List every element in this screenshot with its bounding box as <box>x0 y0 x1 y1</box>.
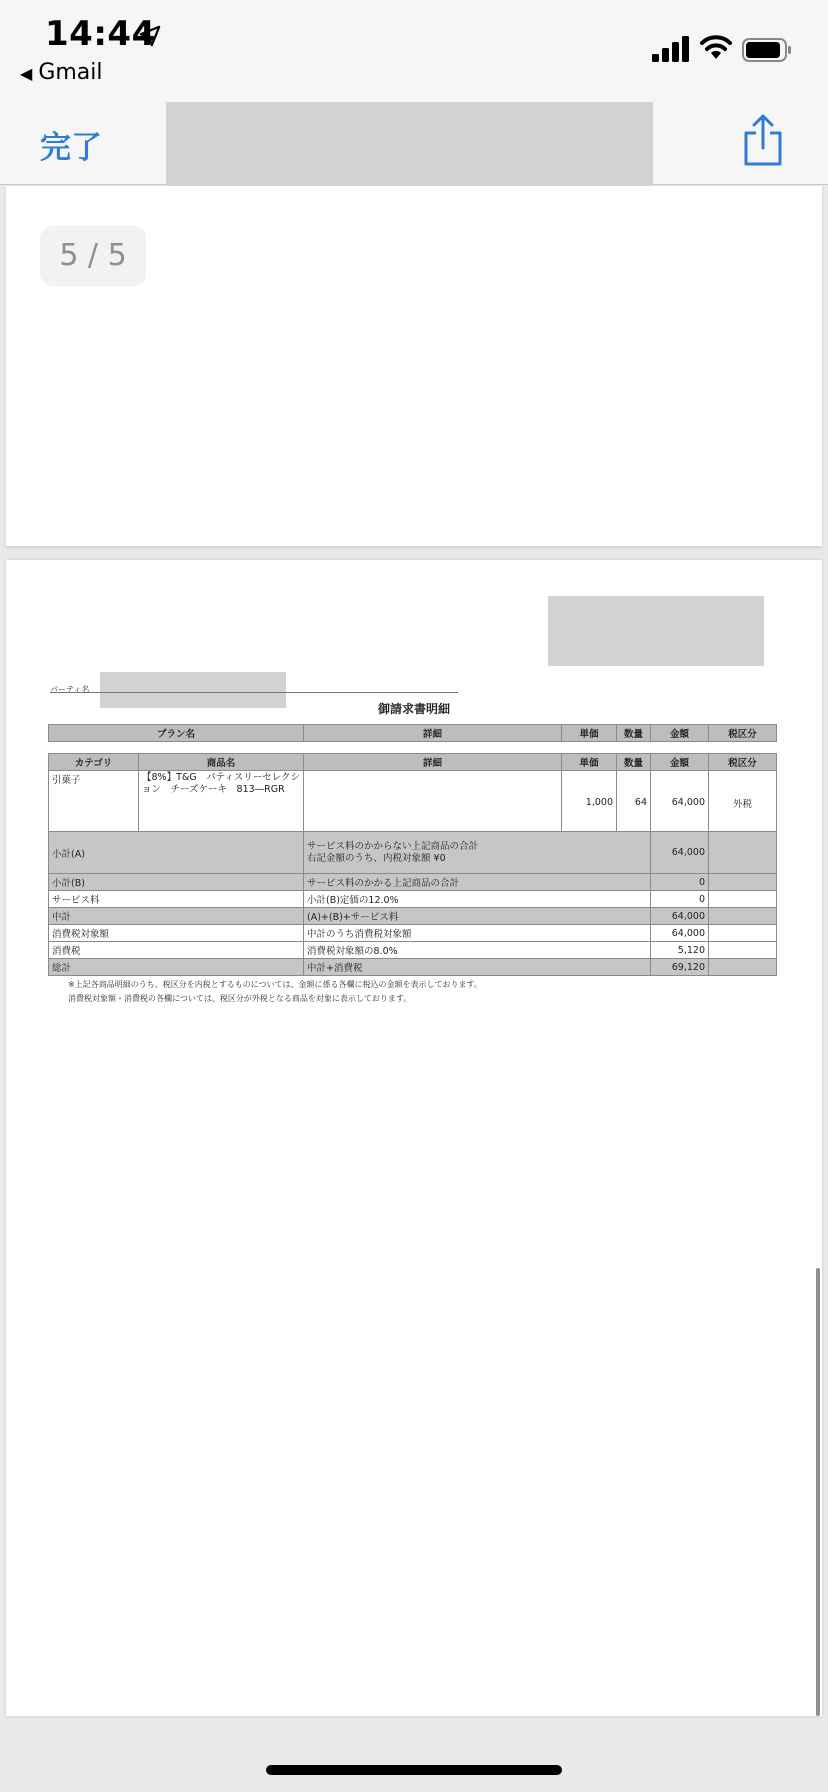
col-detail: 詳細 <box>304 754 562 771</box>
share-icon[interactable] <box>742 114 784 166</box>
subtotal-a-detail <box>304 832 651 874</box>
subtotal-a-row <box>49 832 777 874</box>
plan-header-row <box>49 725 777 742</box>
middle-amount: 64,000 <box>651 908 709 925</box>
col-category: カテゴリ <box>49 754 139 771</box>
middle-detail: (A)+(B)+サービス料 <box>304 908 651 925</box>
back-app-label: Gmail <box>38 60 103 85</box>
note-line-2: 消費税対象額・消費税の各欄については、税区分が外税となる商品を対象に表示しております。 <box>68 994 412 1003</box>
note-line-1: ※上記各商品明細のうち、税区分を内税とするものについては、金額に係る各欄に税込の金額を表示しております。 <box>68 980 482 989</box>
party-name-underline <box>50 692 458 693</box>
item-product-line2: ョン チーズケーキ 813―RGR <box>142 784 285 795</box>
total-amount: 69,120 <box>651 959 709 976</box>
col-price: 単価 <box>562 754 617 771</box>
taxable-tax <box>709 925 777 942</box>
subtotal-b-tax <box>709 874 777 891</box>
document-page-5 <box>6 560 822 1716</box>
total-tax <box>709 959 777 976</box>
summary-table <box>48 831 777 976</box>
item-category: 引菓子 <box>49 771 139 835</box>
page-indicator: 5 / 5 <box>40 226 146 286</box>
redacted-block <box>548 596 764 666</box>
invoice-title: 御請求書明細 <box>377 702 450 716</box>
plan-col-amount: 金額 <box>651 725 709 742</box>
scrollbar[interactable] <box>816 1268 820 1716</box>
item-header-row <box>49 754 777 771</box>
done-button[interactable]: 完了 <box>40 130 102 166</box>
subtotal-b-label: 小計(B) <box>49 874 304 891</box>
home-indicator[interactable] <box>266 1765 562 1775</box>
total-label: 総計 <box>49 959 304 976</box>
col-amount: 金額 <box>651 754 709 771</box>
party-label: パーティ名 <box>50 685 90 694</box>
tax-label: 消費税 <box>49 942 304 959</box>
item-amount: 64,000 <box>651 771 709 835</box>
middle-label: 中計 <box>49 908 304 925</box>
plan-col-price: 単価 <box>562 725 617 742</box>
tax-row <box>49 942 777 959</box>
total-row <box>49 959 777 976</box>
plan-col-tax: 税区分 <box>709 725 777 742</box>
tax-detail: 消費税対象額の8.0% <box>304 942 651 959</box>
middle-row <box>49 908 777 925</box>
tax-tax <box>709 942 777 959</box>
plan-table <box>48 724 777 742</box>
col-tax: 税区分 <box>709 754 777 771</box>
back-to-app-link[interactable] <box>20 60 103 85</box>
document-page-4 <box>6 186 822 546</box>
middle-tax <box>709 908 777 925</box>
status-time: 14:44 <box>45 14 156 54</box>
item-table <box>48 753 777 835</box>
back-triangle-icon: ◀ <box>20 64 33 83</box>
cellular-signal-icon <box>652 36 690 62</box>
service-detail: 小計(B)定価の12.0% <box>304 891 651 908</box>
tax-amount: 5,120 <box>651 942 709 959</box>
plan-col-qty: 数量 <box>617 725 651 742</box>
subtotal-a-amount: 64,000 <box>651 832 709 874</box>
wifi-icon <box>700 34 732 60</box>
plan-col-detail: 詳細 <box>304 725 562 742</box>
battery-icon <box>742 38 792 62</box>
taxable-label: 消費税対象額 <box>49 925 304 942</box>
plan-col-plan: プラン名 <box>49 725 304 742</box>
item-tax: 外税 <box>709 771 777 835</box>
item-row <box>49 771 777 835</box>
total-detail: 中計+消費税 <box>304 959 651 976</box>
item-detail <box>304 771 562 835</box>
col-product: 商品名 <box>139 754 304 771</box>
taxable-detail: 中計のうち消費税対象額 <box>304 925 651 942</box>
service-label: サービス料 <box>49 891 304 908</box>
item-unit-price: 1,000 <box>562 771 617 835</box>
subtotal-b-detail: サービス料のかかる上記商品の合計 <box>304 874 651 891</box>
subtotal-a-detail-line1: サービス料のかからない上記商品の合計 <box>307 840 479 852</box>
subtotal-b-amount: 0 <box>651 874 709 891</box>
service-row <box>49 891 777 908</box>
service-amount: 0 <box>651 891 709 908</box>
subtotal-a-tax <box>709 832 777 874</box>
taxable-amount: 64,000 <box>651 925 709 942</box>
subtotal-a-detail-line2: 右記金額のうち、内税対象額 ¥0 <box>307 852 446 864</box>
taxable-row <box>49 925 777 942</box>
col-qty: 数量 <box>617 754 651 771</box>
item-product <box>139 771 304 835</box>
navigation-bar <box>0 100 828 185</box>
redacted-title <box>166 102 653 187</box>
item-product-line1: 【8%】T&G パティスリーセレクシ <box>142 772 301 783</box>
location-arrow-icon <box>139 25 161 47</box>
item-qty: 64 <box>617 771 651 835</box>
subtotal-b-row <box>49 874 777 891</box>
status-bar <box>0 0 828 100</box>
subtotal-a-label: 小計(A) <box>49 832 304 874</box>
service-tax <box>709 891 777 908</box>
